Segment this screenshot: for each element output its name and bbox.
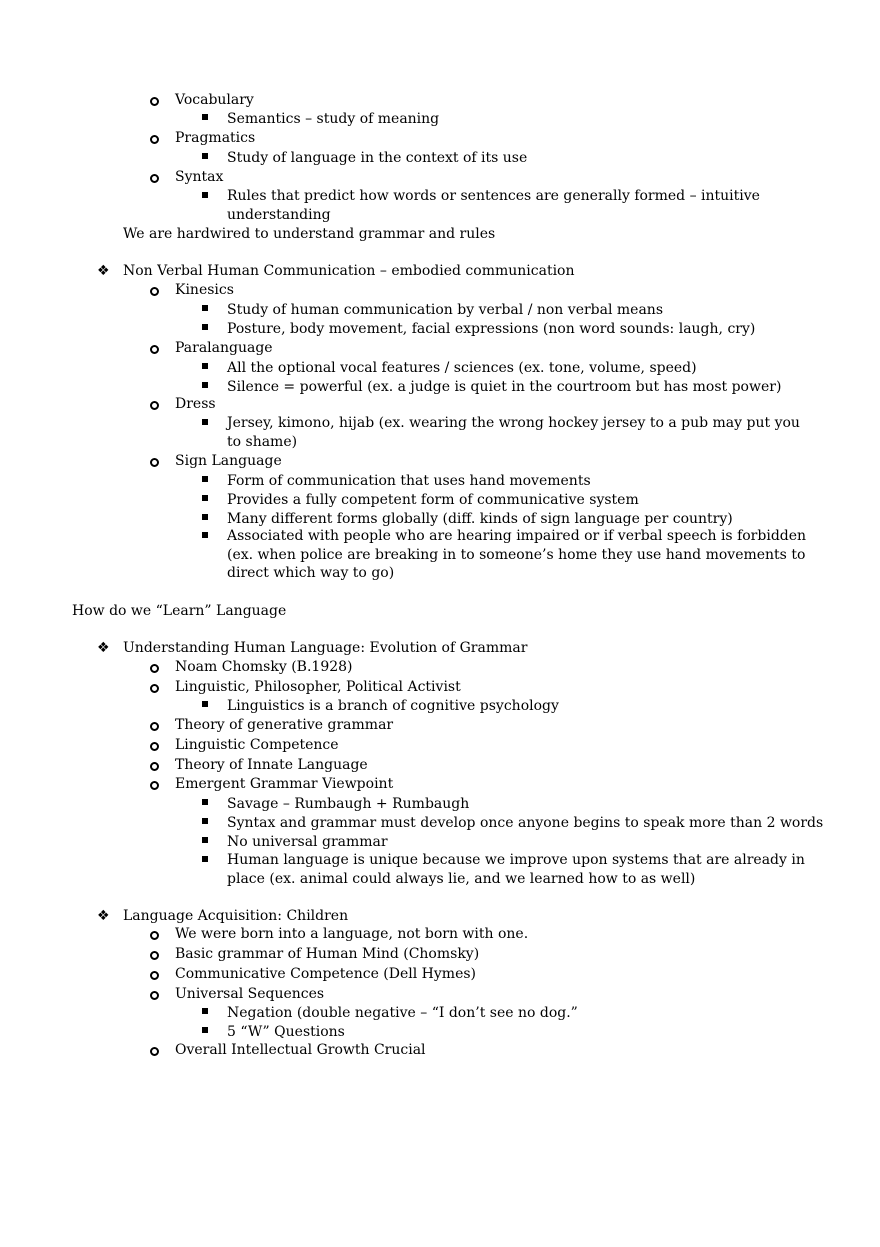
list-item-sign-2: Provides a fully competent form of communicative system xyxy=(227,492,639,508)
hollow-circle-bullet-icon xyxy=(150,458,159,467)
hollow-circle-bullet-icon xyxy=(150,931,159,940)
square-bullet-icon xyxy=(202,305,208,311)
list-item-emergent-3: No universal grammar xyxy=(227,834,388,850)
list-item-pragmatics: Pragmatics xyxy=(175,130,256,146)
list-item-dress-1: Jersey, kimono, hijab (ex. wearing the wrong hockey jersey to a pub may put you to shame) xyxy=(227,415,800,450)
hollow-circle-bullet-icon xyxy=(150,684,159,693)
list-item-vocabulary: Vocabulary xyxy=(175,92,254,108)
list-item-growth: Overall Intellectual Growth Crucial xyxy=(175,1042,426,1058)
hollow-circle-bullet-icon xyxy=(150,991,159,1000)
hollow-circle-bullet-icon xyxy=(150,742,159,751)
hollow-circle-bullet-icon xyxy=(150,722,159,731)
list-item-universal-1: Negation (double negative – “I don’t see no dog.” xyxy=(227,1005,578,1021)
section-heading-nonverbal: Non Verbal Human Communication – embodied communication xyxy=(123,263,575,279)
list-item-chomsky: Noam Chomsky (B.1928) xyxy=(175,659,353,675)
list-item-competence: Linguistic Competence xyxy=(175,737,339,753)
diamond-bullet-icon: ❖ xyxy=(97,640,110,656)
list-item-innate: Theory of Innate Language xyxy=(175,757,368,773)
hollow-circle-bullet-icon xyxy=(150,971,159,980)
square-bullet-icon xyxy=(202,476,208,482)
diamond-bullet-icon: ❖ xyxy=(97,263,110,279)
list-item-communicative: Communicative Competence (Dell Hymes) xyxy=(175,966,477,982)
hollow-circle-bullet-icon xyxy=(150,762,159,771)
square-bullet-icon xyxy=(202,818,208,824)
list-item-basic-grammar: Basic grammar of Human Mind (Chomsky) xyxy=(175,946,480,962)
list-item-syntax: Syntax xyxy=(175,169,224,185)
list-item-generative: Theory of generative grammar xyxy=(175,717,394,733)
square-bullet-icon xyxy=(202,363,208,369)
hollow-circle-bullet-icon xyxy=(150,287,159,296)
list-item-syntax-def: Rules that predict how words or sentences are generally formed – intuitive understanding xyxy=(227,188,760,223)
list-item-emergent-4: Human language is unique because we improve upon systems that are already in place (ex. animal could always lie, and we learned how to as well) xyxy=(227,852,805,887)
list-item-paralanguage: Paralanguage xyxy=(175,340,273,356)
list-item-universal: Universal Sequences xyxy=(175,986,325,1002)
hollow-circle-bullet-icon xyxy=(150,135,159,144)
diamond-bullet-icon: ❖ xyxy=(97,908,110,924)
list-item-emergent: Emergent Grammar Viewpoint xyxy=(175,776,394,792)
section-heading-acquisition: Language Acquisition: Children xyxy=(123,908,349,924)
list-item-para-2: Silence = powerful (ex. a judge is quiet in the courtroom but has most power) xyxy=(227,379,782,395)
list-item-sign-4: Associated with people who are hearing impaired or if verbal speech is forbidden (ex. when police are breaking in to someone’s home they use hand movements to direct which way to go) xyxy=(227,528,807,581)
list-item-kinesics-1: Study of human communication by verbal / non verbal means xyxy=(227,302,664,318)
square-bullet-icon xyxy=(202,1008,208,1014)
hollow-circle-bullet-icon xyxy=(150,781,159,790)
list-item-kinesics: Kinesics xyxy=(175,282,234,298)
square-bullet-icon xyxy=(202,114,208,120)
list-item-sign-language: Sign Language xyxy=(175,453,282,469)
list-item-dress: Dress xyxy=(175,396,216,412)
list-item-sign-3: Many different forms globally (diff. kinds of sign language per country) xyxy=(227,511,733,527)
section-heading-grammar: Understanding Human Language: Evolution of Grammar xyxy=(123,640,528,656)
square-bullet-icon xyxy=(202,495,208,501)
list-item-universal-2: 5 “W” Questions xyxy=(227,1024,345,1040)
hollow-circle-bullet-icon xyxy=(150,345,159,354)
square-bullet-icon xyxy=(202,837,208,843)
list-item-born: We were born into a language, not born with one. xyxy=(175,926,529,942)
list-item-para-1: All the optional vocal features / sciences (ex. tone, volume, speed) xyxy=(227,360,697,376)
square-bullet-icon xyxy=(202,419,208,425)
square-bullet-icon xyxy=(202,1027,208,1033)
list-item-semantics: Semantics – study of meaning xyxy=(227,111,440,127)
list-item-roles: Linguistic, Philosopher, Political Activist xyxy=(175,679,461,695)
list-item-sign-1: Form of communication that uses hand movements xyxy=(227,473,591,489)
hollow-circle-bullet-icon xyxy=(150,97,159,106)
list-item-roles-1: Linguistics is a branch of cognitive psychology xyxy=(227,698,559,714)
paragraph-hardwired: We are hardwired to understand grammar and rules xyxy=(123,226,496,242)
square-bullet-icon xyxy=(202,856,208,862)
square-bullet-icon xyxy=(202,192,208,198)
list-item-emergent-2: Syntax and grammar must develop once anyone begins to speak more than 2 words xyxy=(227,815,824,831)
square-bullet-icon xyxy=(202,382,208,388)
square-bullet-icon xyxy=(202,532,208,538)
square-bullet-icon xyxy=(202,701,208,707)
page-heading-learn: How do we “Learn” Language xyxy=(72,603,287,619)
square-bullet-icon xyxy=(202,514,208,520)
square-bullet-icon xyxy=(202,799,208,805)
hollow-circle-bullet-icon xyxy=(150,951,159,960)
list-item-emergent-1: Savage – Rumbaugh + Rumbaugh xyxy=(227,796,470,812)
hollow-circle-bullet-icon xyxy=(150,1047,159,1056)
hollow-circle-bullet-icon xyxy=(150,664,159,673)
list-item-pragmatics-def: Study of language in the context of its use xyxy=(227,150,528,166)
hollow-circle-bullet-icon xyxy=(150,401,159,410)
square-bullet-icon xyxy=(202,153,208,159)
square-bullet-icon xyxy=(202,324,208,330)
list-item-kinesics-2: Posture, body movement, facial expressions (non word sounds: laugh, cry) xyxy=(227,321,756,337)
hollow-circle-bullet-icon xyxy=(150,174,159,183)
